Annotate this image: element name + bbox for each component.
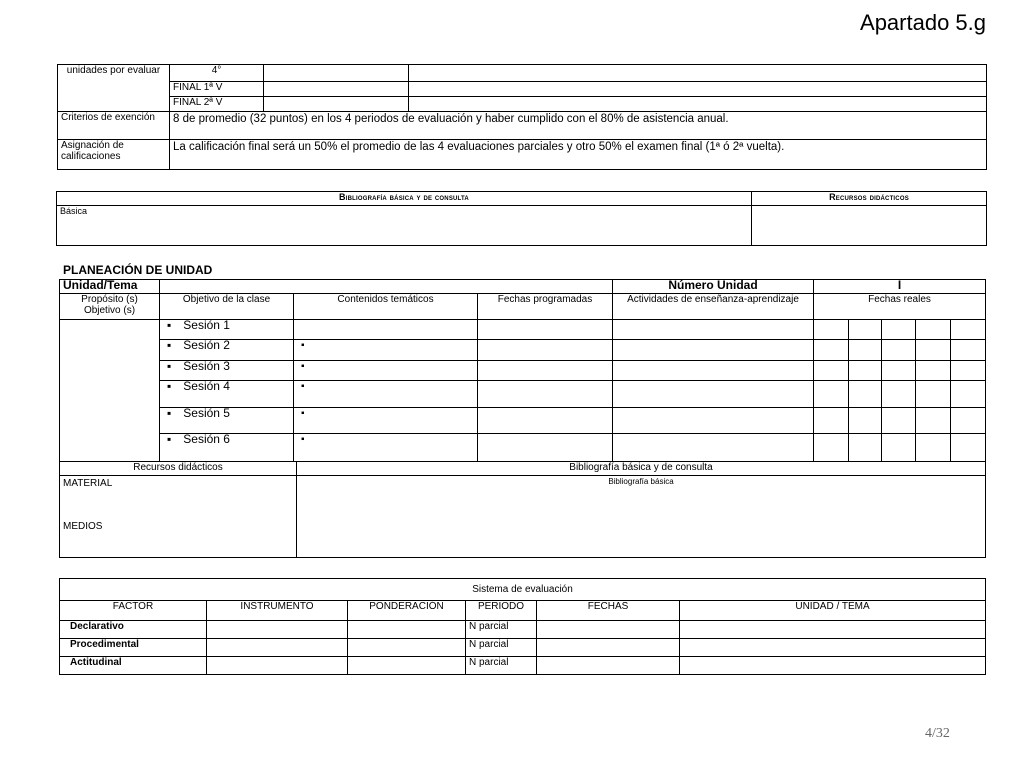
material-label: MATERIAL [63, 478, 113, 489]
asignacion-label: Asignación de calificaciones [58, 140, 170, 170]
criterios-label: Criterios de exención [58, 112, 170, 140]
basica-label: Básica [57, 206, 752, 246]
header-unidad-tema: UNIDAD / TEMA [680, 601, 986, 621]
bibliografia-basica-label: Bibliografía básica [297, 476, 986, 558]
periodo-cell: N parcial [466, 657, 537, 675]
header-instrumento: INSTRUMENTO [207, 601, 348, 621]
evaluation-title: Sistema de evaluación [60, 579, 986, 601]
resources-table [59, 461, 986, 558]
material-medios-cell [60, 476, 297, 558]
final-2-label: FINAL 2ª V [170, 97, 264, 112]
col-fechas-programadas: Fechas programadas [478, 294, 613, 320]
evaluation-units-table [57, 64, 987, 170]
header-fechas: FECHAS [537, 601, 680, 621]
factor-procedimental: Procedimental [60, 639, 207, 657]
bibliografia-header: Bibliografía básica y de consulta [297, 462, 986, 476]
section-heading: Apartado 5.g [860, 10, 986, 35]
table-row [60, 657, 986, 675]
evaluation-system-table [59, 578, 986, 675]
session-3: ▪ Sesión 3 [160, 361, 294, 381]
col-actividades: Actividades de enseñanza-aprendizaje [613, 294, 814, 320]
planning-table [59, 279, 986, 462]
session-6: ▪ Sesión 6 [160, 434, 294, 462]
criterios-text: 8 de promedio (32 puntos) en los 4 periodos de evaluación y haber cumplido con el 80% de asistencia anual. [170, 112, 987, 140]
table-row [60, 639, 986, 657]
col-proposito: Propósito (s) Objetivo (s) [60, 294, 160, 320]
unidad-tema-label: Unidad/Tema [60, 280, 160, 294]
factor-actitudinal: Actitudinal [60, 657, 207, 675]
session-1: ▪ Sesión 1 [160, 320, 294, 340]
recursos-header: Recursos didácticos [752, 192, 987, 206]
factor-declarativo: Declarativo [60, 621, 207, 639]
session-5: ▪ Sesión 5 [160, 408, 294, 434]
asignacion-text: La calificación final será un 50% el promedio de las 4 evaluaciones parciales y otro 50% el examen final (1ª ó 2ª vuelta). [170, 140, 987, 170]
bibliography-header: Bibliografía básica y de consulta [57, 192, 752, 206]
numero-unidad-label: Número Unidad [613, 280, 814, 294]
unit-4-label: 4° [170, 65, 264, 82]
recursos-didacticos-header: Recursos didácticos [60, 462, 297, 476]
col-objetivo: Objetivo de la clase [160, 294, 294, 320]
session-2: ▪ Sesión 2 [160, 340, 294, 361]
header-ponderacion: PONDERACIÓN [348, 601, 466, 621]
periodo-cell: N parcial [466, 621, 537, 639]
session-4: ▪ Sesión 4 [160, 381, 294, 408]
col-contenidos: Contenidos temáticos [294, 294, 478, 320]
final-1-label: FINAL 1ª V [170, 82, 264, 97]
units-label: unidades por evaluar [58, 65, 170, 112]
bibliography-table [56, 191, 987, 246]
col-fechas-reales: Fechas reales [814, 294, 986, 320]
header-factor: FACTOR [60, 601, 207, 621]
header-periodo: PERIODO [466, 601, 537, 621]
planning-title: PLANEACIÓN DE UNIDAD [63, 263, 213, 277]
table-row [60, 621, 986, 639]
medios-label: MEDIOS [63, 521, 103, 532]
numero-unidad-value: I [814, 280, 986, 294]
page-number: 4/32 [925, 726, 950, 741]
periodo-cell: N parcial [466, 639, 537, 657]
